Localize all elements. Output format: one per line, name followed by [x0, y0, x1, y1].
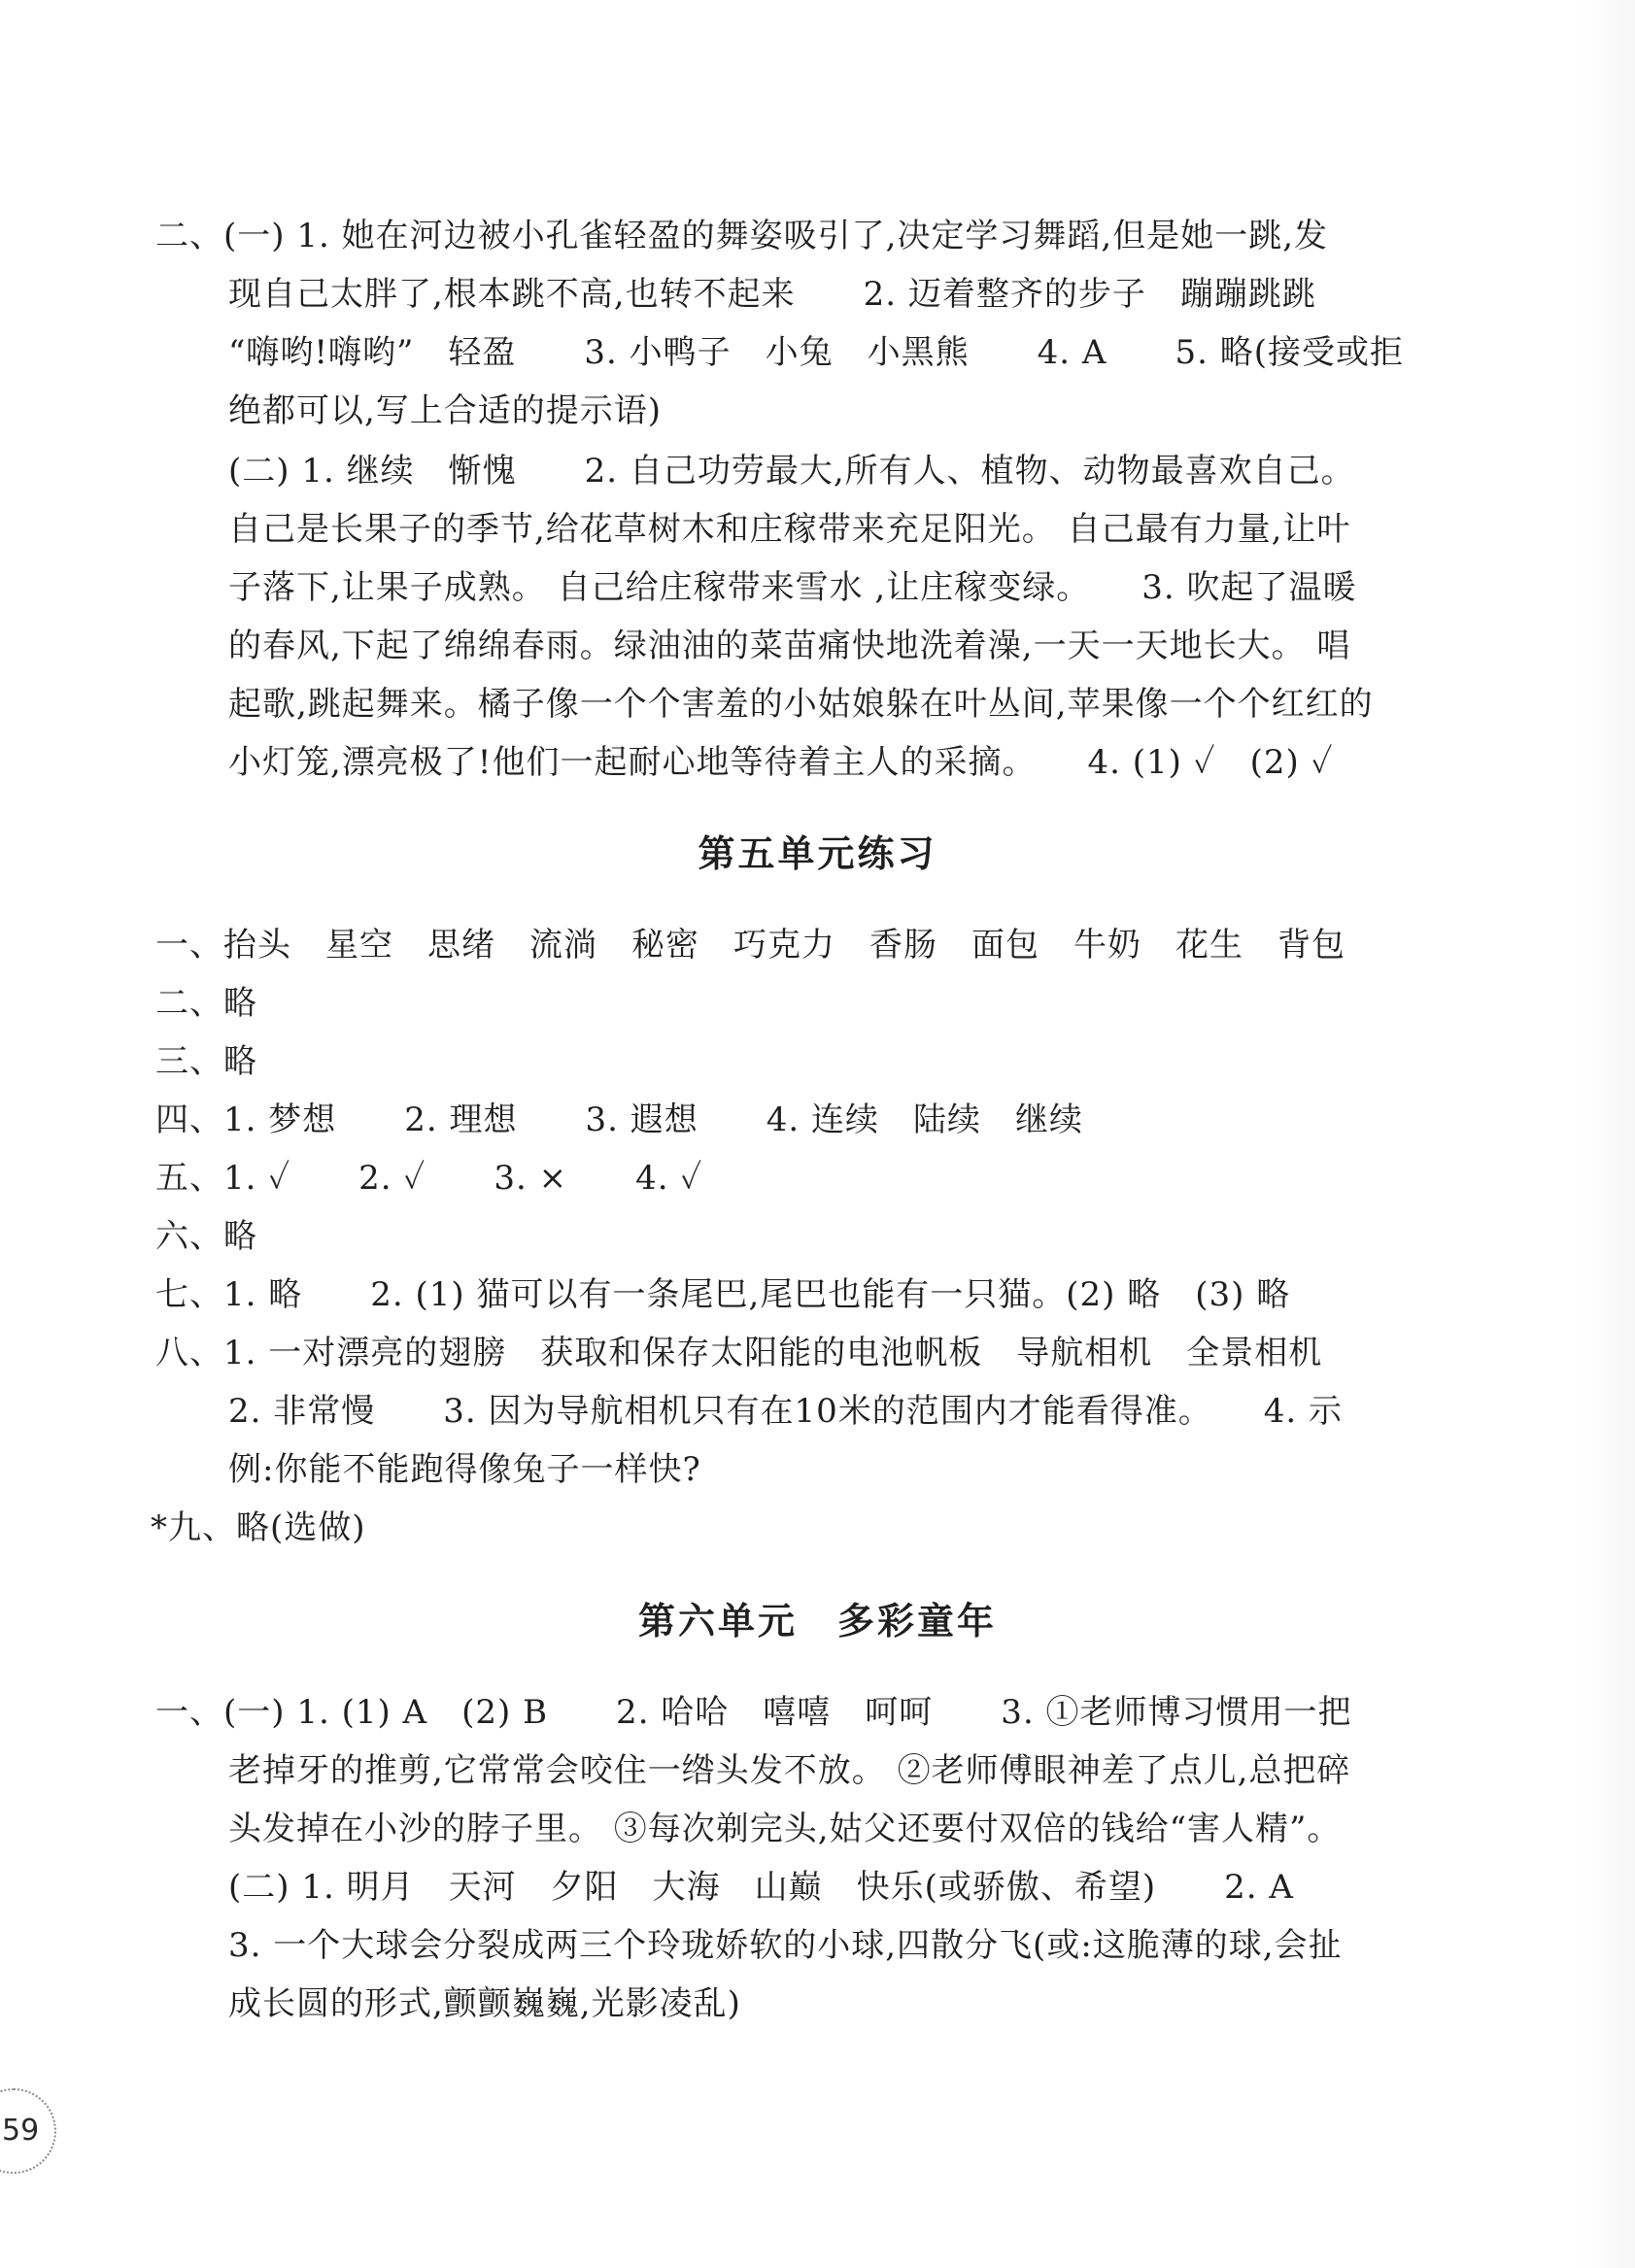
s2-line-10: 小灯笼,漂亮极了!他们一起耐心地等待着主人的采摘。 4. (1) ✓ (2) ✓	[228, 743, 1334, 782]
page-edge-shadow	[1577, 0, 1635, 2268]
page-number-circle	[0, 2088, 56, 2174]
s2-line-1: 二、(一) 1. 她在河边被小孔雀轻盈的舞姿吸引了,决定学习舞蹈,但是她一跳,发	[155, 217, 1329, 255]
u5-line-7: 七、1. 略 2. (1) 猫可以有一条尾巴,尾巴也能有一只猫。(2) 略 (3) 略	[155, 1275, 1291, 1314]
u5-line-2: 二、略	[155, 984, 257, 1023]
s2-line-3: “嗨哟!嗨哟” 轻盈 3. 小鸭子 小兔 小黑熊 4. A 5. 略(接受或拒	[228, 333, 1404, 372]
u5-line-4: 四、1. 梦想 2. 理想 3. 遐想 4. 连续 陆续 继续	[155, 1100, 1083, 1139]
page-number: 59	[2, 2114, 40, 2148]
s2-line-6: 自己是长果子的季节,给花草树木和庄稼带来充足阳光。 自己最有力量,让叶	[228, 510, 1351, 549]
s2-line-8: 的春风,下起了绵绵春雨。绿油油的菜苗痛快地洗着澡,一天一天地长大。 唱	[228, 626, 1351, 665]
s2-line-9: 起歌,跳起舞来。橘子像一个个害羞的小姑娘躲在叶丛间,苹果像一个个红红的	[228, 685, 1374, 724]
u6-line-6: 成长圆的形式,颤颤巍巍,光影凌乱)	[228, 1984, 741, 2023]
s2-line-2: 现自己太胖了,根本跳不高,也转不起来 2. 迈着整齐的步子 蹦蹦跳跳	[228, 275, 1316, 314]
u5-line-6: 六、略	[155, 1217, 257, 1256]
u5-line-1: 一、抬头 星空 思绪 流淌 秘密 巧克力 香肠 面包 牛奶 花生 背包	[155, 926, 1345, 965]
u5-line-5: 五、1. ✓ 2. ✓ 3. × 4. ✓	[155, 1159, 703, 1198]
u6-line-3: 头发掉在小沙的脖子里。 ③每次剃完头,姑父还要付双倍的钱给“害人精”。	[228, 1810, 1342, 1848]
u5-line-10: 例:你能不能跑得像兔子一样快?	[228, 1450, 701, 1489]
u6-line-2: 老掉牙的推剪,它常常会咬住一绺头发不放。 ②老师傅眼神差了点儿,总把碎	[228, 1751, 1351, 1790]
u6-line-1: 一、(一) 1. (1) A (2) B 2. 哈哈 嘻嘻 呵呵 3. ①老师博习惯用一把	[155, 1693, 1352, 1732]
u5-line-9: 2. 非常慢 3. 因为导航相机只有在10米的范围内才能看得准。 4. 示	[228, 1392, 1344, 1431]
s2-line-7: 子落下,让果子成熟。 自己给庄稼带来雪水 ,让庄稼变绿。 3. 吹起了温暖	[228, 568, 1357, 607]
u5-line-3: 三、略	[155, 1042, 257, 1081]
u5-line-11: *九、略(选做)	[151, 1508, 366, 1547]
s2-line-4: 绝都可以,写上合适的提示语)	[228, 391, 663, 430]
u6-line-4: (二) 1. 明月 天河 夕阳 大海 山巅 快乐(或骄傲、希望) 2. A	[228, 1868, 1294, 1907]
u6-line-5: 3. 一个大球会分裂成两三个玲珑娇软的小球,四散分飞(或:这脆薄的球,会扯	[228, 1926, 1343, 1965]
unit6-title: 第六单元 多彩童年	[637, 1600, 997, 1642]
s2-line-5: (二) 1. 继续 惭愧 2. 自己功劳最大,所有人、植物、动物最喜欢自己。	[228, 452, 1355, 491]
unit5-title: 第五单元练习	[698, 832, 937, 875]
u5-line-8: 八、1. 一对漂亮的翅膀 获取和保存太阳能的电池帆板 导航相机 全景相机	[155, 1334, 1323, 1372]
